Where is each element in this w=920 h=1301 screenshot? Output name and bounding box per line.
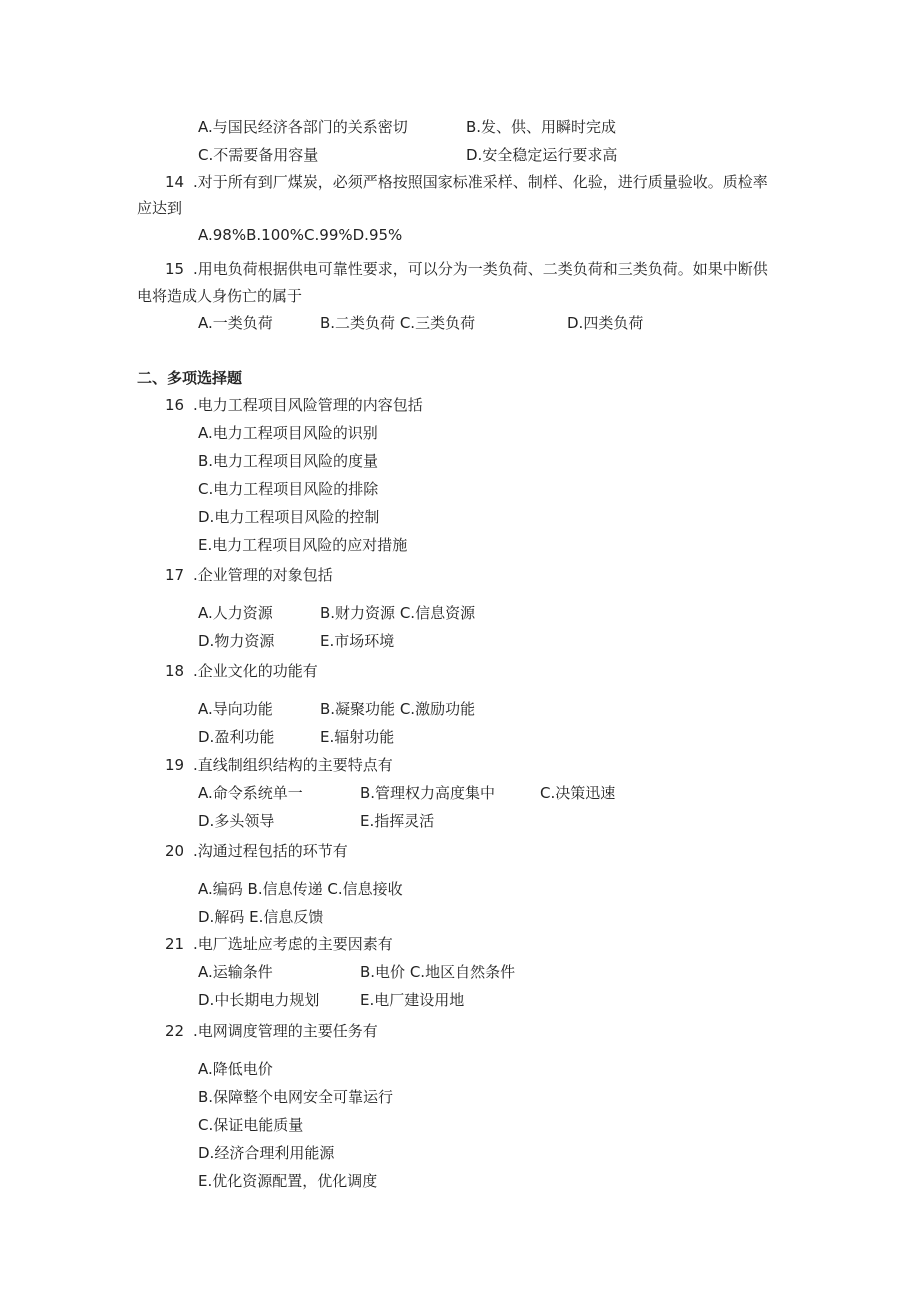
q13-option-c: C.不需要备用容量 — [198, 146, 319, 164]
q15-option-a: A.一类负荷 — [198, 314, 273, 332]
q17-option-e: E.市场环境 — [320, 632, 395, 650]
q20-number: 20 — [165, 842, 185, 860]
q20-text: .沟通过程包括的环节有 — [193, 842, 348, 860]
q16-option-e: E.电力工程项目风险的应对措施 — [198, 536, 408, 554]
q21-number: 21 — [165, 935, 185, 953]
q13-option-a: A.与国民经济各部门的关系密切 — [198, 118, 408, 136]
q20-option-de: D.解码 E.信息反馈 — [198, 908, 324, 926]
q15-option-bc: B.二类负荷 C.三类负荷 — [320, 314, 476, 332]
q21-option-a: A.运输条件 — [198, 963, 273, 981]
q19-option-b: B.管理权力高度集中 — [360, 784, 496, 802]
q15-text-line1: .用电负荷根据供电可靠性要求，可以分为一类负荷、二类负荷和三类负荷。如果中断供 — [193, 260, 768, 278]
q17-text: .企业管理的对象包括 — [193, 566, 333, 584]
q16-option-b: B.电力工程项目风险的度量 — [198, 452, 379, 470]
q18-option-bc: B.凝聚功能 C.激励功能 — [320, 700, 476, 718]
q18-text: .企业文化的功能有 — [193, 662, 318, 680]
q14-number: 14 — [165, 173, 185, 191]
q18-option-e: E.辐射功能 — [320, 728, 395, 746]
q14-options: A.98%B.100%C.99%D.95% — [198, 226, 403, 244]
q19-option-c: C.决策迅速 — [540, 784, 616, 802]
q19-text: .直线制组织结构的主要特点有 — [193, 756, 393, 774]
q13-option-d: D.安全稳定运行要求高 — [466, 146, 618, 164]
q22-text: .电网调度管理的主要任务有 — [193, 1022, 378, 1040]
q22-option-d: D.经济合理利用能源 — [198, 1144, 335, 1162]
q17-option-bc: B.财力资源 C.信息资源 — [320, 604, 476, 622]
q21-option-e: E.电厂建设用地 — [360, 991, 465, 1009]
q15-option-d: D.四类负荷 — [567, 314, 644, 332]
q18-option-a: A.导向功能 — [198, 700, 273, 718]
q15-text-line2: 电将造成人身伤亡的属于 — [137, 287, 303, 305]
q22-number: 22 — [165, 1022, 185, 1040]
q16-option-c: C.电力工程项目风险的排除 — [198, 480, 379, 498]
q16-text: .电力工程项目风险管理的内容包括 — [193, 396, 423, 414]
q19-option-a: A.命令系统单一 — [198, 784, 303, 802]
q19-option-d: D.多头领导 — [198, 812, 275, 830]
q19-number: 19 — [165, 756, 185, 774]
q14-text-line2: 应达到 — [137, 199, 183, 217]
q22-option-a: A.降低电价 — [198, 1060, 273, 1078]
q18-option-d: D.盈利功能 — [198, 728, 275, 746]
q17-option-d: D.物力资源 — [198, 632, 275, 650]
q16-number: 16 — [165, 396, 185, 414]
q17-number: 17 — [165, 566, 185, 584]
q18-number: 18 — [165, 662, 185, 680]
q22-option-c: C.保证电能质量 — [198, 1116, 304, 1134]
q15-number: 15 — [165, 260, 185, 278]
section-heading-multiple-choice: 二、多项选择题 — [137, 369, 243, 387]
q21-option-bc: B.电价 C.地区自然条件 — [360, 963, 516, 981]
q13-option-b: B.发、供、用瞬时完成 — [466, 118, 617, 136]
q21-option-d: D.中长期电力规划 — [198, 991, 320, 1009]
q16-option-d: D.电力工程项目风险的控制 — [198, 508, 380, 526]
q21-text: .电厂选址应考虑的主要因素有 — [193, 935, 393, 953]
q20-option-abc: A.编码 B.信息传递 C.信息接收 — [198, 880, 403, 898]
q16-option-a: A.电力工程项目风险的识别 — [198, 424, 378, 442]
q17-option-a: A.人力资源 — [198, 604, 273, 622]
q19-option-e: E.指挥灵活 — [360, 812, 435, 830]
q22-option-e: E.优化资源配置，优化调度 — [198, 1172, 378, 1190]
q22-option-b: B.保障整个电网安全可靠运行 — [198, 1088, 394, 1106]
q14-text-line1: .对于所有到厂煤炭，必须严格按照国家标准采样、制样、化验，进行质量验收。质检率 — [193, 173, 768, 191]
